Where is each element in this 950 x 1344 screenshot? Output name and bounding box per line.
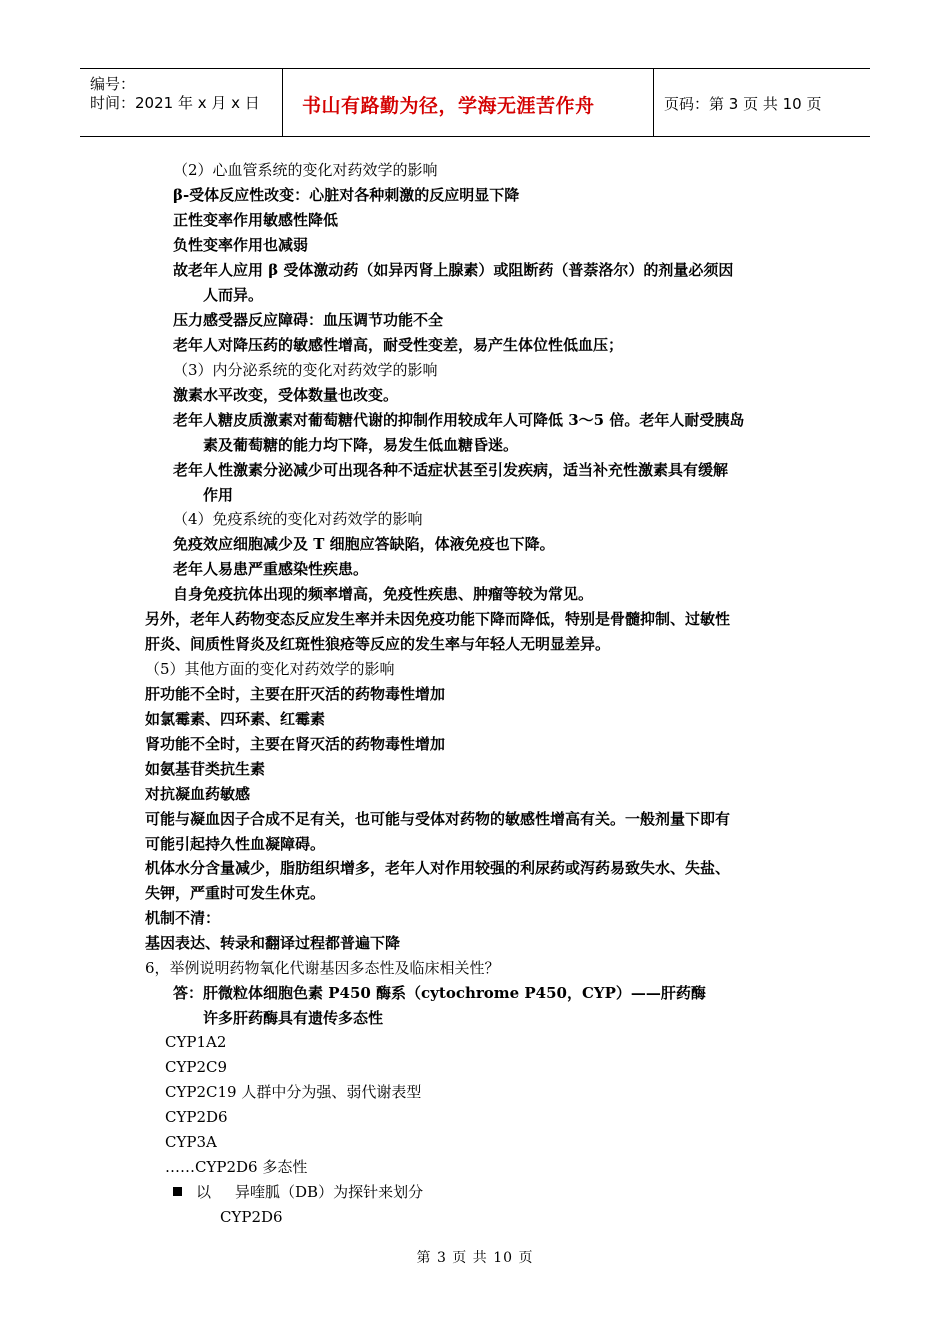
text-line: 机制不清：: [145, 909, 221, 927]
text-fragment: 以: [196, 1183, 212, 1201]
text-line: 肝功能不全时，主要在肝灭活的药物毒性增加: [145, 685, 446, 703]
section-heading: （3）内分泌系统的变化对药效学的影响: [173, 361, 438, 379]
header-page-info: 页码：第 3 页 共 10 页: [664, 95, 822, 113]
text-line: 激素水平改变，受体数量也改变。: [173, 386, 399, 404]
header-divider: [653, 69, 654, 136]
question-line: 6，举例说明药物氧化代谢基因多态性及临床相关性？: [145, 959, 500, 977]
enzyme-item: CYP2D6: [165, 1108, 228, 1126]
text-line: ……CYP2D6 多态性: [165, 1158, 308, 1176]
text-line: 失钾，严重时可发生休克。: [145, 884, 326, 902]
text-line: 自身免疫抗体出现的频率增高，免疫性疾患、肿瘤等较为常见。: [173, 585, 594, 603]
text-line: 负性变率作用也减弱: [173, 236, 309, 254]
text-line: 素及葡萄糖的能力均下降，易发生低血糖昏迷。: [203, 436, 519, 454]
header-divider: [282, 69, 283, 136]
section-heading: （2）心血管系统的变化对药效学的影响: [173, 161, 438, 179]
header-time-label: 时间：2021 年 x 月 x 日: [90, 94, 260, 112]
text-line: 压力感受器反应障碍：血压调节功能不全: [173, 311, 444, 329]
page-footer: 第 3 页 共 10 页: [416, 1250, 534, 1266]
text-line: CYP2D6: [220, 1208, 283, 1226]
text-line: 对抗凝血药敏感: [145, 785, 251, 803]
text-line: 老年人性激素分泌减少可出现各种不适症状甚至引发疾病，适当补充性激素具有缓解: [173, 461, 729, 479]
section-heading: （5）其他方面的变化对药效学的影响: [145, 660, 395, 678]
header-number-label: 编号：: [90, 75, 136, 93]
text-line: β-受体反应性改变：心脏对各种刺激的反应明显下降: [173, 186, 520, 204]
answer-line: 答：肝微粒体细胞色素 P450 酶系（cytochrome P450，CYP）——肝药酶: [173, 984, 706, 1002]
enzyme-item: CYP3A: [165, 1133, 217, 1151]
text-line: 正性变率作用敏感性降低: [173, 211, 339, 229]
text-line: 老年人易患严重感染性疾患。: [173, 560, 369, 578]
enzyme-item: CYP1A2: [165, 1033, 227, 1051]
text-line: 机体水分含量减少，脂肪组织增多，老年人对作用较强的利尿药或泻药易致失水、失盐、: [145, 859, 731, 877]
text-line: 可能与凝血因子合成不足有关，也可能与受体对药物的敏感性增高有关。一般剂量下即有: [145, 810, 731, 828]
page-header: [80, 68, 870, 137]
text-line: 肾功能不全时，主要在肾灭活的药物毒性增加: [145, 735, 446, 753]
text-line: 肝炎、间质性肾炎及红斑性狼疮等反应的发生率与年轻人无明显差异。: [145, 635, 611, 653]
text-line: 老年人对降压药的敏感性增高，耐受性变差，易产生体位性低血压；: [173, 336, 624, 354]
square-bullet-icon: [173, 1187, 182, 1196]
text-line: 免疫效应细胞减少及 T 细胞应答缺陷，体液免疫也下降。: [173, 535, 555, 553]
text-line: 作用: [203, 486, 234, 504]
text-line: 如氯霉素、四环素、红霉素: [145, 710, 326, 728]
text-line: 故老年人应用 β 受体激动药（如异丙肾上腺素）或阻断药（普萘洛尔）的剂量必须因: [173, 261, 734, 279]
text-line: 如氨基苷类抗生素: [145, 760, 266, 778]
text-line: 老年人糖皮质激素对葡萄糖代谢的抑制作用较成年人可降低 3～5 倍。老年人耐受胰岛: [173, 411, 745, 429]
bullet-line: [173, 1182, 423, 1202]
text-line: 许多肝药酶具有遗传多态性: [203, 1009, 384, 1027]
enzyme-item: CYP2C19 人群中分为强、弱代谢表型: [165, 1083, 422, 1101]
header-motto: 书山有路勤为径，学海无涯苦作舟: [302, 95, 595, 117]
text-line: 基因表达、转录和翻译过程都普遍下降: [145, 934, 401, 952]
text-line: 另外，老年人药物变态反应发生率并未因免疫功能下降而降低，特别是骨髓抑制、过敏性: [145, 610, 731, 628]
section-heading: （4）免疫系统的变化对药效学的影响: [173, 510, 423, 528]
text-line: 可能引起持久性血凝障碍。: [145, 835, 326, 853]
text-line: 人而异。: [203, 286, 264, 304]
text-fragment: 异喹胍（DB）为探针来划分: [235, 1183, 424, 1201]
enzyme-item: CYP2C9: [165, 1058, 228, 1076]
